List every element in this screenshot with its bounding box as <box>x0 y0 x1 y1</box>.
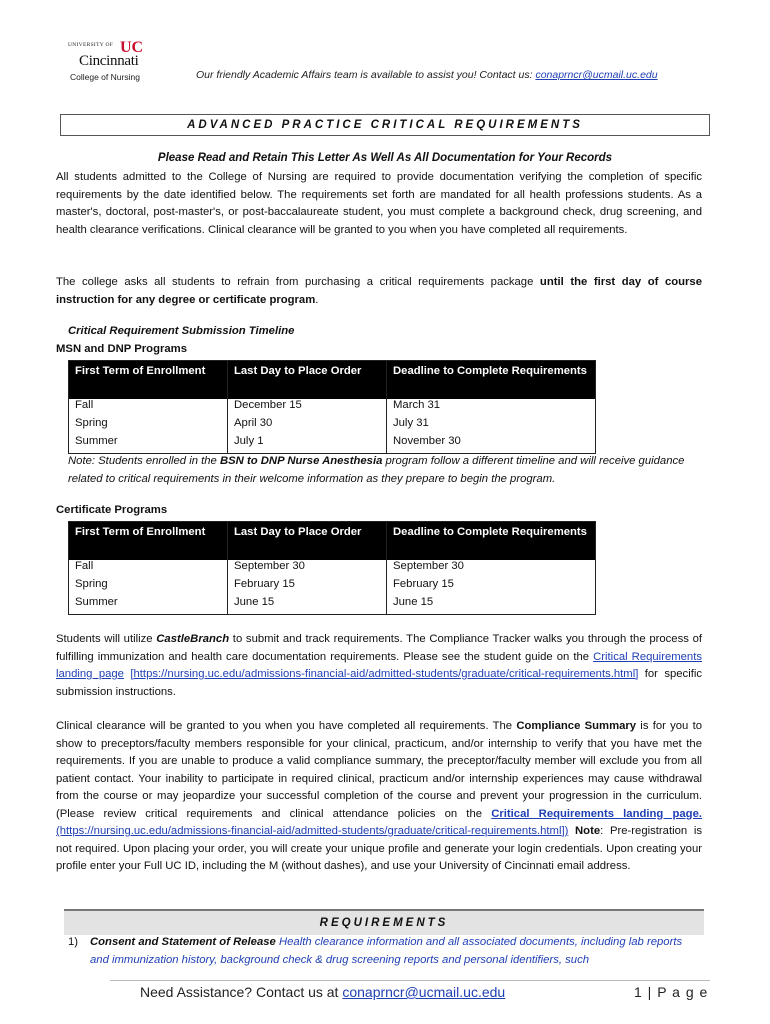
column-header: Last Day to Place Order <box>228 361 387 400</box>
certificate-heading: Certificate Programs <box>56 504 168 516</box>
critical-requirements-link[interactable]: Critical Requirements landing page <box>56 650 703 680</box>
msn-heading: MSN and DNP Programs <box>56 343 187 355</box>
requirement-description: Health clearance information and all associated documents, including lab reports and immunization history, background check & drug screening reports and personal identifiers, such <box>90 936 683 966</box>
castle-suffix: for specific submission instructions. <box>56 668 702 698</box>
table-row <box>69 596 596 615</box>
castlebranch-brand: CastleBranch <box>156 633 230 645</box>
svg-text:UC: UC <box>120 39 144 54</box>
table-cell: March 31 <box>393 399 441 411</box>
column-header: Deadline to Complete Requirements <box>387 522 596 561</box>
purchase-note <box>56 274 702 309</box>
table-row <box>69 435 596 454</box>
table-header-row <box>69 361 596 400</box>
requirement-title: Consent and Statement of Release <box>90 936 276 948</box>
column-header: Deadline to Complete Requirements <box>387 361 596 400</box>
footer-email-link[interactable]: conaprncr@ucmail.uc.edu <box>342 984 506 1000</box>
table-cell: February 15 <box>228 578 387 596</box>
clearance-text-mid: is for you to show to preceptors/faculty members responsible for your clinical, practicum, and/or internship to verify that you have met the requirements. If you are unable to produce a valid compliance summary, the preceptor/faculty member will exclude you from all patient contact. Your inability to participate in required clinical, practicum and/or internship experiences may cause withdrawal from the course or may jeopardize your successful completion of the course and prevent your progression in the curriculum. (Please review critical requirements and clinical attendance policies on the <box>56 720 702 820</box>
table-cell: June 15 <box>228 596 387 615</box>
table-cell: September 30 <box>393 560 464 572</box>
table-cell: July 31 <box>393 417 429 429</box>
footer-divider <box>110 980 710 981</box>
table-header-row <box>69 522 596 561</box>
footer-text: Need Assistance? Contact us at <box>140 984 343 1000</box>
critical-requirements-link-2[interactable]: Critical Requirements landing page. <box>491 807 702 820</box>
column-header: Last Day to Place Order <box>228 522 387 561</box>
clearance-text: Clinical clearance will be granted to you when you have completed all requirements. The <box>56 720 517 732</box>
table-cell: December 15 <box>228 399 387 417</box>
purchase-note-suffix: . <box>315 293 319 306</box>
university-logo <box>68 38 158 82</box>
column-header: First Term of Enrollment <box>69 361 228 400</box>
table-row <box>69 417 596 435</box>
logo-name: Cincinnati <box>79 53 139 69</box>
purchase-note-bold: until the first day of course instruction for any degree or certificate program <box>56 276 702 306</box>
contact-email-link[interactable]: conaprncr@ucmail.uc.edu <box>535 69 658 81</box>
compliance-summary-bold: Compliance Summary <box>516 720 637 732</box>
table-cell: June 15 <box>393 596 434 608</box>
critical-requirements-url-2[interactable]: (https://nursing.uc.edu/admissions-financial-aid/admitted-students/graduate/critical-requirements.html]) <box>56 825 569 837</box>
intro-paragraph: All students admitted to the College of Nursing are required to provide documentation verifying the completion of specific requirements by the date identified below. The requirements set forth are mandated for all health professions students. As a master's, doctoral, post-master's, or post-baccalaureate student, you must complete a background check, drug screening, and health clearance verifications. Clinical clearance will be granted to you when you have completed all requirements. <box>56 171 702 236</box>
msn-note <box>68 453 702 488</box>
table-row <box>69 399 596 417</box>
table-cell: Summer <box>69 435 228 454</box>
msn-note-bold: BSN to DNP Nurse Anesthesia <box>219 455 383 467</box>
table-cell: February 15 <box>393 578 454 590</box>
table-row <box>69 578 596 596</box>
document-title: ADVANCED PRACTICE CRITICAL REQUIREMENTS <box>60 114 710 136</box>
purchase-note-text: The college asks all students to refrain from purchasing a critical requirements package <box>56 276 540 288</box>
table-cell: Fall <box>69 399 228 417</box>
table-cell: Spring <box>69 578 228 596</box>
contact-text: Our friendly Academic Affairs team is available to assist you! Contact us: <box>196 69 536 81</box>
clearance-paragraph <box>56 718 702 876</box>
table-cell: Summer <box>69 596 228 615</box>
critical-requirements-url[interactable]: [https://nursing.uc.edu/admissions-financial-aid/admitted-students/graduate/critical-requirements.html] <box>130 668 639 680</box>
page-number: 1 | P a g e <box>634 984 709 1000</box>
castle-text-mid: to submit and track requirements. The Compliance Tracker walks you through the process of fulfilling immunization and health care documentation requirements. Please see the student guide on the <box>56 633 702 663</box>
table-cell: November 30 <box>393 435 461 447</box>
header-contact <box>196 69 658 81</box>
msn-note-text: Note: Students enrolled in the <box>68 455 220 467</box>
certificate-timeline-table <box>68 521 596 615</box>
note-bold: Note <box>568 825 601 837</box>
timeline-heading: Critical Requirement Submission Timeline <box>68 325 295 337</box>
table-row <box>69 560 596 578</box>
table-cell: Spring <box>69 417 228 435</box>
requirement-text <box>90 934 704 969</box>
column-header: First Term of Enrollment <box>69 522 228 561</box>
logo-college: College of Nursing <box>70 72 140 82</box>
castle-text: Students will utilize <box>56 633 157 645</box>
table-cell: September 30 <box>228 560 387 578</box>
msn-timeline-table <box>68 360 596 454</box>
footer-contact <box>140 984 505 1000</box>
table-cell: Fall <box>69 560 228 578</box>
msn-note-suffix: program follow a different timeline and will receive guidance related to critical requirements in their welcome information as they prepare to begin the program. <box>68 455 685 485</box>
table-cell: July 1 <box>228 435 387 454</box>
castlebranch-paragraph <box>56 631 702 701</box>
uc-logo-icon <box>118 38 146 54</box>
table-cell: April 30 <box>228 417 387 435</box>
logo-university-text: UNIVERSITY OF <box>68 42 114 48</box>
requirement-number: 1) <box>68 936 79 948</box>
clearance-suffix: : Pre-registration is not required. Upon placing your order, you will create your unique profile and generate your login credentials. Upon creating your profile enter your Full UC ID, including the M (without dashes), and use your University of Cincinnati email address. <box>56 825 702 872</box>
subtitle: Please Read and Retain This Letter As Well As All Documentation for Your Records <box>157 152 613 164</box>
requirements-heading: REQUIREMENTS <box>64 909 704 935</box>
